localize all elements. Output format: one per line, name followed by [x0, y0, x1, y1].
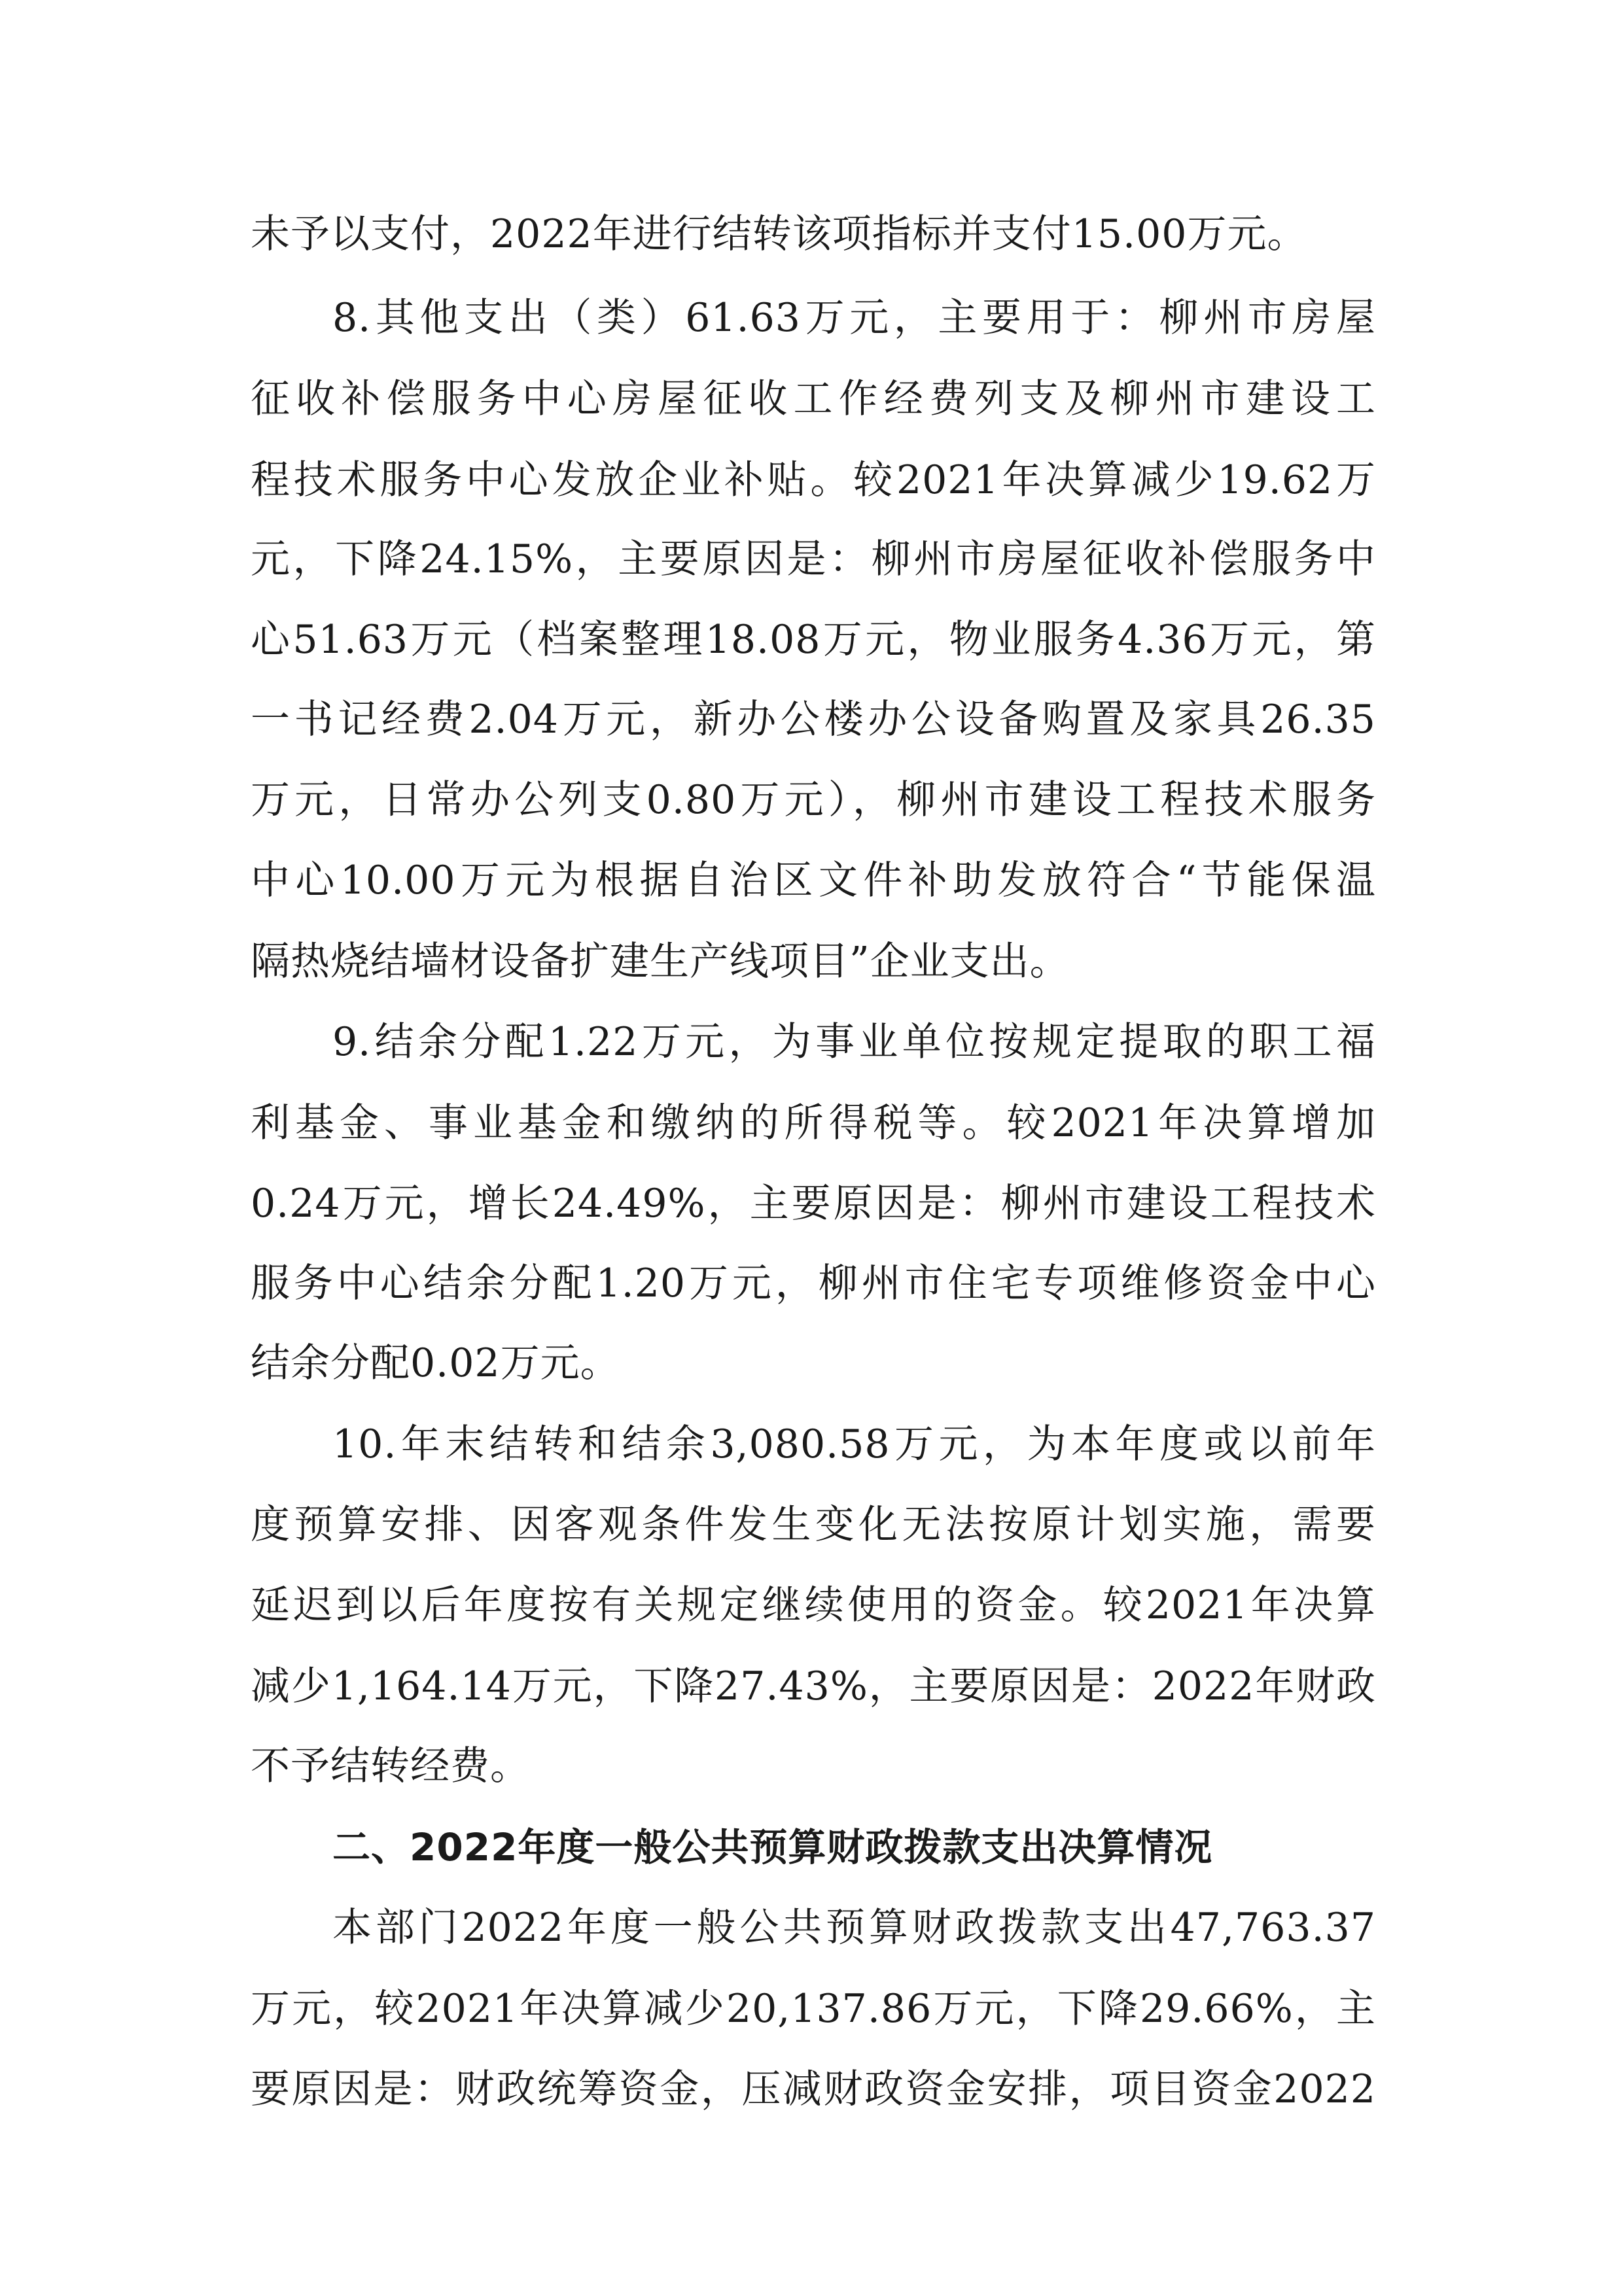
paragraph-line: 延迟到以后年度按有关规定继续使用的资金。较2021年决算 — [251, 1582, 1376, 1628]
paragraph-line: 利基金、事业基金和缴纳的所得税等。较2021年决算增加 — [251, 1100, 1376, 1146]
paragraph-line: 万元，日常办公列支0.80万元），柳州市建设工程技术服务 — [251, 777, 1376, 823]
paragraph-line: 本部门2022年度一般公共预算财政拨款支出47,763.37 — [332, 1905, 1376, 1951]
paragraph-line: 程技术服务中心发放企业补贴。较2021年决算减少19.62万 — [251, 457, 1376, 503]
paragraph-line: 元，下降24.15%，主要原因是：柳州市房屋征收补偿服务中 — [251, 536, 1376, 582]
paragraph-line: 服务中心结余分配1.20万元，柳州市住宅专项维修资金中心 — [251, 1261, 1376, 1306]
paragraph-line: 结余分配0.02万元。 — [251, 1340, 620, 1386]
section-heading: 二、2022年度一般公共预算财政拨款支出决算情况 — [332, 1825, 1213, 1870]
paragraph-line: 10.年末结转和结余3,080.58万元，为本年度或以前年 — [332, 1421, 1376, 1467]
paragraph-line: 8.其他支出（类）61.63万元，主要用于：柳州市房屋 — [332, 295, 1376, 341]
paragraph-line: 0.24万元，增长24.49%，主要原因是：柳州市建设工程技术 — [251, 1181, 1376, 1226]
paragraph-line: 9.结余分配1.22万元，为事业单位按规定提取的职工福 — [332, 1019, 1376, 1065]
paragraph-line: 未予以支付，2022年进行结转该项指标并支付15.00万元。 — [251, 211, 1307, 257]
paragraph-line: 征收补偿服务中心房屋征收工作经费列支及柳州市建设工 — [251, 376, 1376, 422]
paragraph-line: 度预算安排、因客观条件发生变化无法按原计划实施，需要 — [251, 1502, 1376, 1548]
paragraph-line: 不予结转经费。 — [251, 1743, 530, 1789]
paragraph-line: 一书记经费2.04万元，新办公楼办公设备购置及家具26.35 — [251, 697, 1376, 742]
paragraph-line: 隔热烧结墙材设备扩建生产线项目”企业支出。 — [251, 939, 1070, 984]
paragraph-line: 万元，较2021年决算减少20,137.86万元，下降29.66%，主 — [251, 1986, 1376, 2032]
paragraph-line: 心51.63万元（档案整理18.08万元，物业服务4.36万元，第 — [251, 617, 1376, 663]
paragraph-line: 减少1,164.14万元，下降27.43%，主要原因是：2022年财政 — [251, 1663, 1376, 1709]
paragraph-line: 中心10.00万元为根据自治区文件补助发放符合“节能保温 — [251, 858, 1376, 903]
paragraph-line: 要原因是：财政统筹资金，压减财政资金安排，项目资金2022 — [251, 2066, 1376, 2112]
